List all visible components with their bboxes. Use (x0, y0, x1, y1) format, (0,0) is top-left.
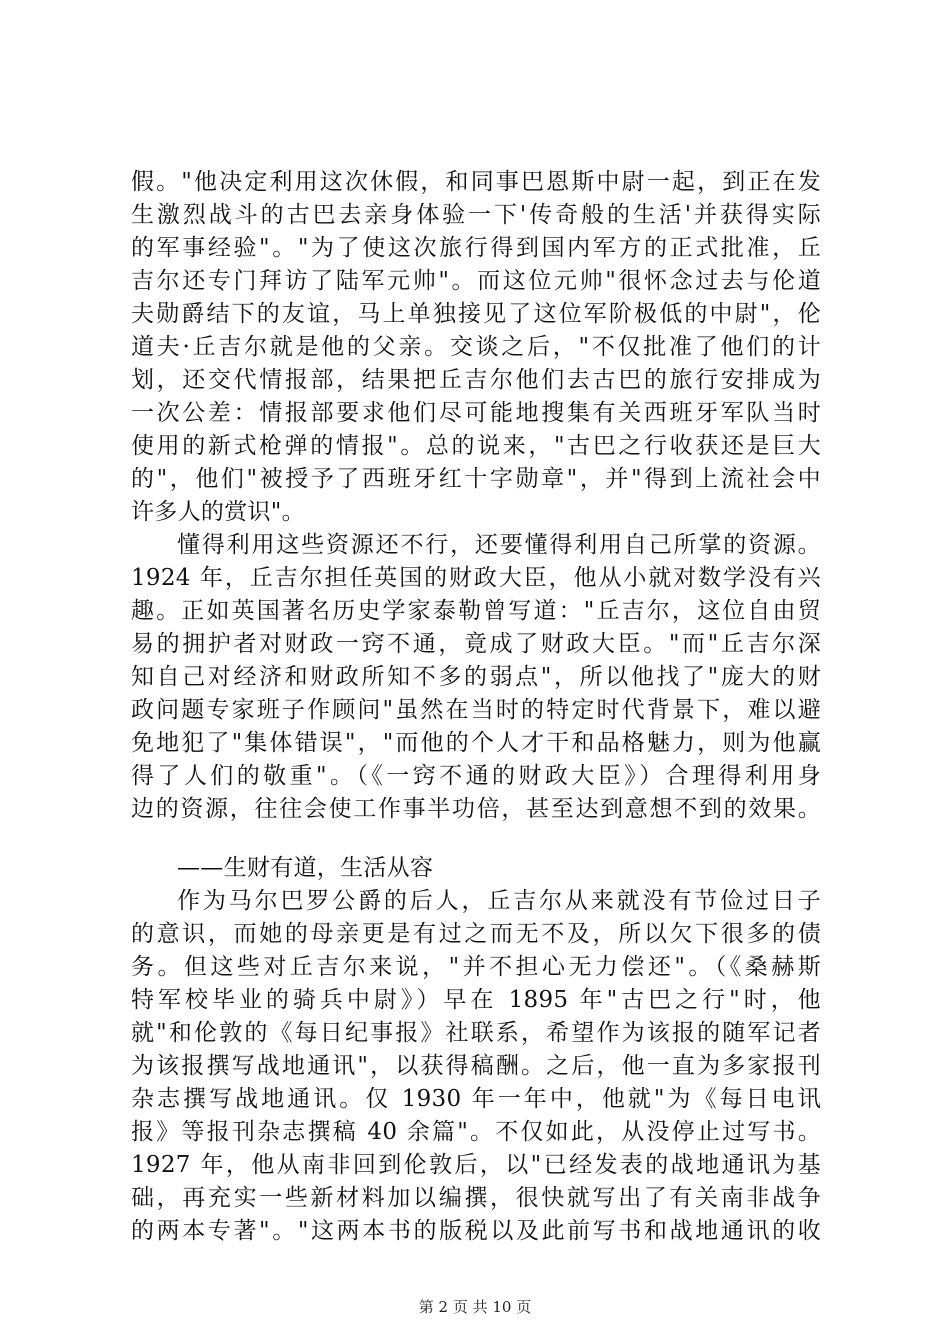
text-line: 杂志撰写战地通讯。仅 1930 年一年中，他就"为《每日电讯 (131, 1086, 821, 1112)
paragraph-1 (131, 166, 821, 529)
text-line: 就"和伦敦的《每日纪事报》社联系，希望作为该报的随军记者 (131, 1020, 821, 1046)
text-line: 吉尔还专门拜访了陆军元帅"。而这位元帅"很怀念过去与伦道 (131, 268, 821, 294)
text-line: 免地犯了"集体错误"，"而他的个人才干和品格魅力，则为他赢 (131, 730, 821, 756)
text-line: 划，还交代情报部，结果把丘吉尔他们去古巴的旅行安排成为 (131, 367, 821, 393)
document-body (131, 166, 821, 1248)
page-number-label: 第 2 页 共 10 页 (418, 1298, 532, 1316)
section-subheading: ——生财有道，生活从容 (177, 855, 434, 881)
text-line: 1924 年，丘吉尔担任英国的财政大臣，他从小就对数学没有兴 (131, 565, 821, 591)
text-line: 的"，他们"被授予了西班牙红十字勋章"，并"得到上流社会中 (131, 466, 821, 492)
text-line: 务。但这些对丘吉尔来说，"并不担心无力偿还"。（《桑赫斯 (131, 954, 821, 980)
text-line: 的意识，而她的母亲更是有过之而无不及，所以欠下很多的债 (131, 921, 821, 947)
text-line: 知自己对经济和财政所知不多的弱点"，所以他找了"庞大的财 (131, 664, 821, 690)
text-line: 易的拥护者对财政一窍不通，竟成了财政大臣。"而"丘吉尔深 (131, 631, 821, 657)
text-line: 得了人们的敬重"。（《一窍不通的财政大臣》）合理得利用身 (131, 763, 821, 789)
text-line: 为该报撰写战地通讯"，以获得稿酬。之后，他一直为多家报刊 (131, 1053, 821, 1079)
text-line: 边的资源，往往会使工作事半功倍，甚至达到意想不到的效果。 (131, 796, 821, 822)
text-line: 的两本专著"。"这两本书的版税以及此前写书和战地通讯的收 (131, 1218, 821, 1244)
text-line: 懂得利用这些资源还不行，还要懂得利用自己所掌的资源。 (177, 532, 821, 558)
text-line: 夫勋爵结下的友谊，马上单独接见了这位军阶极低的中尉"，伦 (131, 301, 821, 327)
text-line: 础，再充实一些新材料加以编撰，很快就写出了有关南非战争 (131, 1185, 821, 1211)
text-line: 报》等报刊杂志撰稿 40 余篇"。不仅如此，从没停止过写书。 (131, 1119, 821, 1145)
paragraph-2 (131, 529, 821, 826)
text-line: 许多人的赏识"。 (131, 499, 305, 525)
text-line: 1927 年，他从南非回到伦敦后，以"已经发表的战地通讯为基 (131, 1152, 821, 1178)
text-line: 生激烈战斗的古巴去亲身体验一下'传奇般的生活'并获得实际 (131, 202, 821, 228)
text-line: 政问题专家班子作顾问"虽然在当时的特定时代背景下，难以避 (131, 697, 821, 723)
text-line: 使用的新式枪弹的情报"。总的说来，"古巴之行收获还是巨大 (131, 433, 821, 459)
paragraph-3 (131, 885, 821, 1248)
page-footer (0, 1296, 950, 1317)
paragraph-spacer (131, 826, 821, 852)
text-line: 道夫·丘吉尔就是他的父亲。交谈之后，"不仅批准了他们的计 (131, 334, 821, 360)
text-line: 的军事经验"。"为了使这次旅行得到国内军方的正式批准，丘 (131, 235, 821, 261)
text-line: 趣。正如英国著名历史学家泰勒曾写道："丘吉尔，这位自由贸 (131, 598, 821, 624)
text-line: 作为马尔巴罗公爵的后人，丘吉尔从来就没有节俭过日子 (177, 888, 821, 914)
text-line: 假。"他决定利用这次休假，和同事巴恩斯中尉一起，到正在发 (131, 169, 821, 195)
text-line: 特军校毕业的骑兵中尉》）早在 1895 年"古巴之行"时，他 (131, 987, 821, 1013)
text-line: 一次公差：情报部要求他们尽可能地搜集有关西班牙军队当时 (131, 400, 821, 426)
